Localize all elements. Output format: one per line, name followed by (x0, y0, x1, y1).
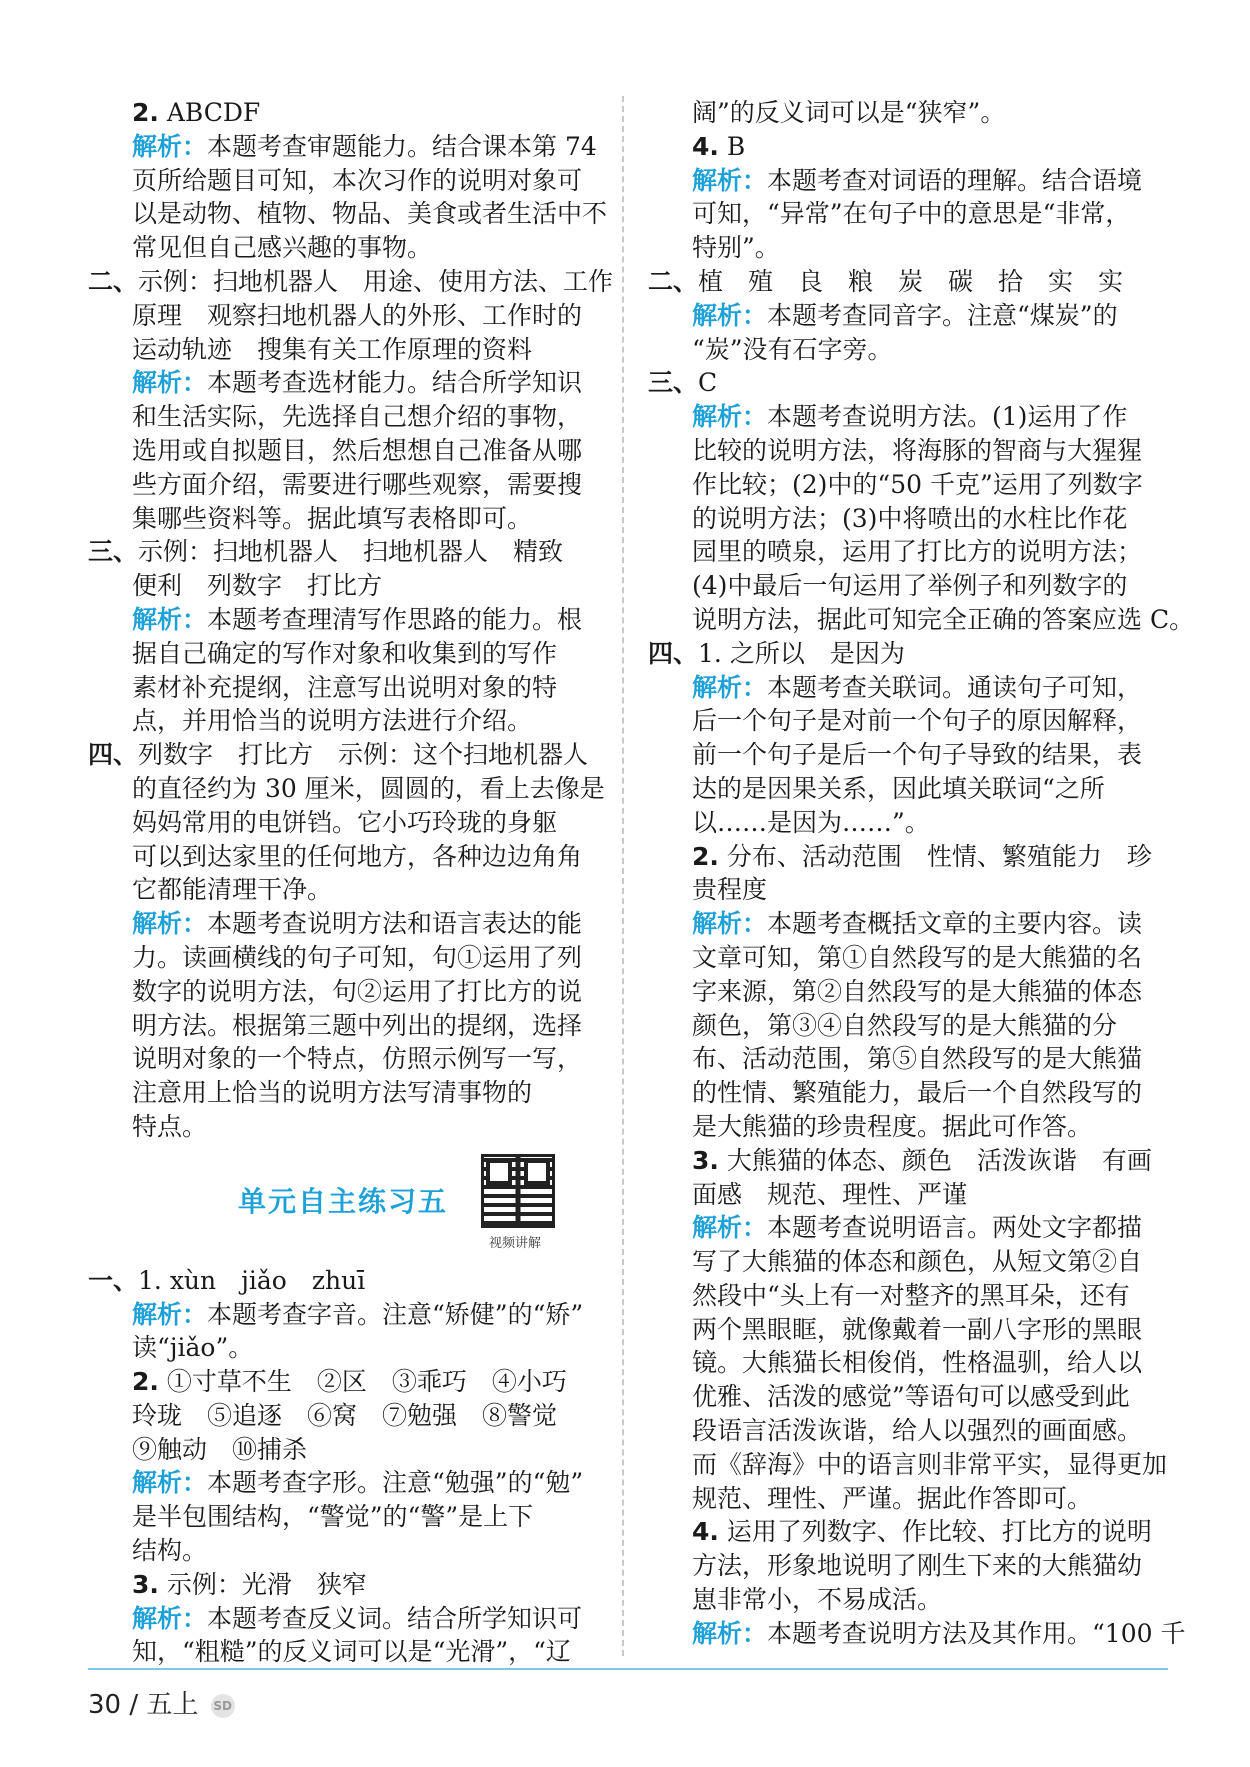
text-line: 四、1. 之所以 是因为 (648, 638, 905, 668)
text-line: 颜色，第③④自然段写的是大熊猫的分 (692, 1010, 1118, 1040)
text-line: 的性情、繁殖能力，最后一个自然段写的 (692, 1078, 1143, 1108)
text-line: 面感 规范、理性、严谨 (692, 1179, 968, 1209)
text-line: 解析：本题考查说明方法和语言表达的能 (132, 909, 583, 939)
left-after-unit (88, 1264, 600, 1670)
unit-title: 单元自主练习五 (238, 1184, 449, 1218)
text-line: 数字的说明方法，句②运用了打比方的说 (132, 976, 583, 1006)
text-line: 然段中“头上有一对整齐的黑耳朵，还有 (692, 1280, 1130, 1310)
text-line: 解析：本题考查概括文章的主要内容。读 (692, 909, 1143, 939)
text-line: 规范、理性、严谨。据此作答即可。 (692, 1483, 1093, 1513)
text-line: 和生活实际，先选择自己想介绍的事物， (132, 402, 583, 432)
footer-rule (88, 1668, 1168, 1670)
text-line: 四、列数字 打比方 示例：这个扫地机器人 (88, 740, 589, 770)
text-line: 的说明方法；(3)中将喷出的水柱比作花 (692, 503, 1128, 533)
left-column (88, 96, 614, 1669)
text-line: 解析：本题考查字音。注意“矫健”的“矫” (132, 1299, 584, 1329)
text-line: 2. 分布、活动范围 性情、繁殖能力 珍 (692, 841, 1152, 871)
text-line: 方法，形象地说明了刚生下来的大熊猫幼 (692, 1551, 1143, 1581)
right-column (648, 96, 1195, 1651)
text-line: 页所给题目可知，本次习作的说明对象可 (132, 165, 583, 195)
text-line: 可以到达家里的任何地方，各种边边角角 (132, 841, 583, 871)
text-line: ⑨触动 ⑩捕杀 (132, 1434, 308, 1464)
text-line: 它都能清理干净。 (132, 875, 333, 905)
text-line: 可知，“异常”在句子中的意思是“非常， (692, 199, 1131, 229)
text-line: 三、C (648, 368, 718, 398)
text-line: 以是动物、植物、物品、美食或者生活中不 (132, 199, 608, 229)
text-line: 3. 大熊猫的体态、颜色 活泼诙谐 有画 (692, 1145, 1152, 1175)
text-line: 园里的喷泉，运用了打比方的说明方法； (692, 537, 1143, 567)
text-line: 2. ABCDF (132, 98, 261, 127)
text-line: 的直径约为 30 厘米，圆圆的，看上去像是 (132, 773, 605, 803)
text-line: 而《辞海》中的语言则非常平实，显得更加 (692, 1449, 1168, 1479)
text-line: 两个黑眼眶，就像戴着一副八字形的黑眼 (692, 1314, 1143, 1344)
text-line: 解析：本题考查同音字。注意“煤炭”的 (692, 300, 1118, 330)
text-line: 些方面介绍，需要进行哪些观察，需要搜 (132, 469, 583, 499)
text-line: 便利 列数字 打比方 (132, 571, 383, 601)
page-footer (88, 1684, 235, 1721)
text-line: 3. 示例：光滑 狭窄 (132, 1569, 367, 1599)
text-line: “炭”没有石字旁。 (692, 334, 893, 364)
text-line: 4. 运用了列数字、作比较、打比方的说明 (692, 1517, 1152, 1547)
text-line: 布、活动范围，第⑤自然段写的是大熊猫 (692, 1044, 1143, 1074)
text-line: 素材补充提纲，注意写出说明对象的特 (132, 672, 558, 702)
sd-badge: SD (211, 1694, 235, 1718)
text-line: 常见但自己感兴趣的事物。 (132, 233, 433, 263)
text-line: 前一个句子是后一个句子导致的结果，表 (692, 740, 1143, 770)
text-line: 阔”的反义词可以是“狭窄”。 (692, 98, 1006, 127)
text-line: 点，并用恰当的说明方法进行介绍。 (132, 706, 533, 736)
text-line: 据自己确定的写作对象和收集到的写作 (132, 638, 558, 668)
text-line: 字来源，第②自然段写的是大熊猫的体态 (692, 976, 1143, 1006)
text-line: 选用或自拟题目，然后想想自己准备从哪 (132, 435, 583, 465)
text-line: 解析：本题考查反义词。结合所学知识可 (132, 1603, 583, 1633)
text-line: 特点。 (132, 1111, 208, 1141)
text-line: 是半包围结构，“警觉”的“警”是上下 (132, 1502, 534, 1532)
text-line: 段语言活泼诙谐，给人以强烈的画面感。 (692, 1416, 1143, 1446)
text-line: 二、示例：扫地机器人 用途、使用方法、工作 (88, 266, 614, 296)
text-line: 运动轨迹 搜集有关工作原理的资料 (132, 334, 533, 364)
text-line: 解析：本题考查审题能力。结合课本第 74 (132, 131, 597, 161)
text-line: 解析：本题考查说明方法。(1)运用了作 (692, 402, 1128, 432)
text-line: (4)中最后一句运用了举例子和列数字的 (692, 571, 1128, 601)
text-line: 力。读画横线的句子可知，句①运用了列 (132, 942, 583, 972)
text-line: 解析：本题考查字形。注意“勉强”的“勉” (132, 1468, 584, 1498)
text-line: 集哪些资料等。据此填写表格即可。 (132, 503, 533, 533)
text-line: 解析：本题考查理清写作思路的能力。根 (132, 604, 583, 634)
text-line: 注意用上恰当的说明方法写清事物的 (132, 1078, 533, 1108)
unit-header (88, 1154, 600, 1258)
text-line: 解析：本题考查关联词。通读句子可知， (692, 672, 1143, 702)
text-line: 优雅、活泼的感觉”等语句可以感受到此 (692, 1382, 1130, 1412)
page-number: 30 (88, 1690, 122, 1720)
text-line: 读“jiǎo”。 (132, 1333, 254, 1363)
left-before-unit (88, 96, 614, 1144)
text-line: 达的是因果关系，因此填关联词“之所 (692, 773, 1105, 803)
text-line: 作比较；(2)中的“50 千克”运用了列数字 (692, 469, 1143, 499)
text-line: 解析：本题考查说明方法及其作用。“100 千 (692, 1618, 1186, 1648)
text-line: 解析：本题考查说明语言。两处文字都描 (692, 1213, 1143, 1243)
text-line: 特别”。 (692, 233, 780, 263)
text-line: 说明对象的一个特点，仿照示例写一写， (132, 1044, 583, 1074)
text-line: 解析：本题考查对词语的理解。结合语境 (692, 165, 1143, 195)
text-line: 原理 观察扫地机器人的外形、工作时的 (132, 300, 583, 330)
qr-label: 视频讲解 (488, 1235, 541, 1251)
text-line: 二、植 殖 良 粮 炭 碳 拾 实 实 (648, 266, 1124, 296)
text-line: 以……是因为……”。 (692, 807, 930, 837)
text-line: 比较的说明方法，将海豚的智商与大猩猩 (692, 435, 1143, 465)
text-line: 解析：本题考查选材能力。结合所学知识 (132, 368, 583, 398)
grade-label: 五上 (146, 1690, 199, 1720)
text-line: 写了大熊猫的体态和颜色，从短文第②自 (692, 1247, 1143, 1277)
text-line: 2. ①寸草不生 ②区 ③乖巧 ④小巧 (132, 1367, 567, 1397)
qr-code-icon[interactable] (481, 1154, 555, 1228)
text-line: 知，“粗糙”的反义词可以是“光滑”，“辽 (132, 1637, 571, 1667)
text-line: 镜。大熊猫长相俊俏，性格温驯，给人以 (692, 1348, 1143, 1378)
text-line: 是大熊猫的珍贵程度。据此可作答。 (692, 1111, 1093, 1141)
text-line: 贵程度 (692, 875, 768, 905)
text-line: 明方法。根据第三题中列出的提纲，选择 (132, 1010, 583, 1040)
text-line: 结构。 (132, 1536, 208, 1566)
text-line: 一、1. xùn jiǎo zhuī (88, 1265, 366, 1295)
footer-separator: / (129, 1690, 139, 1720)
text-line: 崽非常小，不易成活。 (692, 1585, 943, 1615)
text-line: 玲珑 ⑤追逐 ⑥窝 ⑦勉强 ⑧警觉 (132, 1400, 558, 1430)
text-line: 说明方法，据此可知完全正确的答案应选 C。 (692, 604, 1195, 634)
column-divider (622, 96, 624, 1656)
text-line: 4. B (692, 131, 746, 161)
text-line: 妈妈常用的电饼铛。它小巧玲珑的身躯 (132, 807, 558, 837)
text-line: 文章可知，第①自然段写的是大熊猫的名 (692, 942, 1143, 972)
text-line: 后一个句子是对前一个句子的原因解释， (692, 706, 1143, 736)
text-line: 三、示例：扫地机器人 扫地机器人 精致 (88, 537, 564, 567)
